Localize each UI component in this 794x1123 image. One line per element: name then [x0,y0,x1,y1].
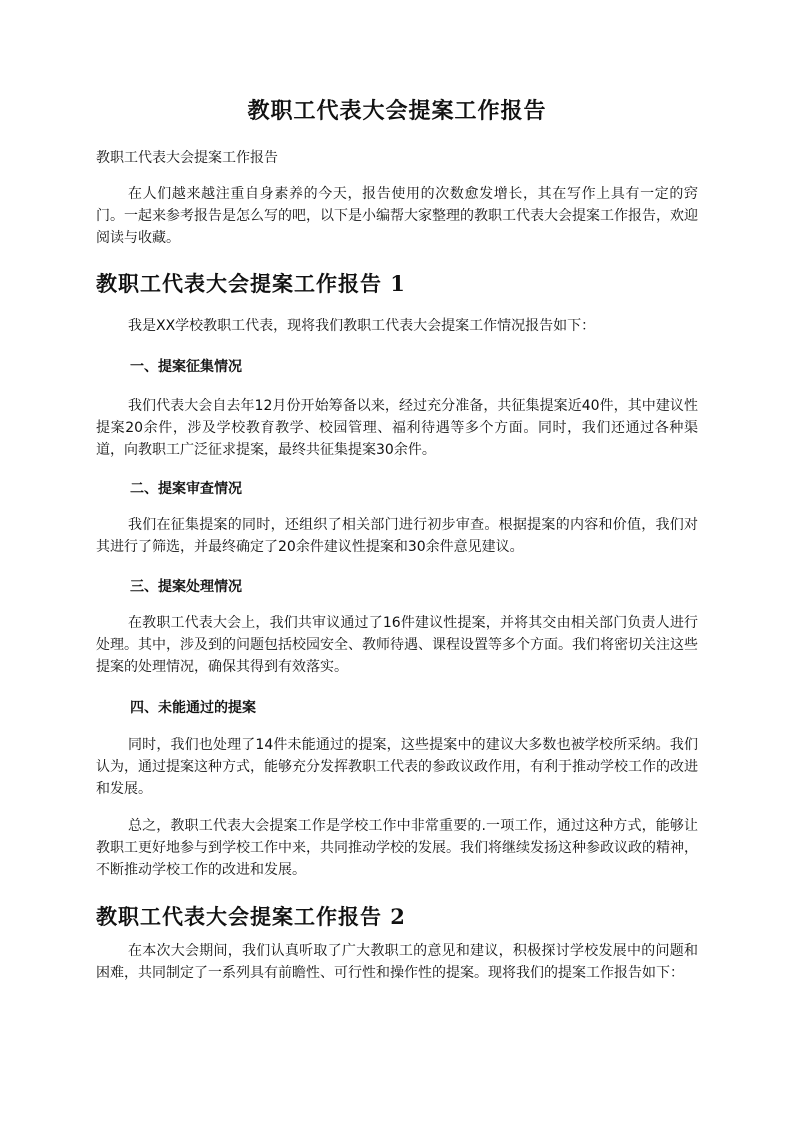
subsection-1-heading: 一、提案征集情况 [130,359,242,375]
document-title: 教职工代表大会提案工作报告 [247,98,547,124]
subsection-3-heading: 三、提案处理情况 [130,579,242,595]
section-1-closing: 总之，教职工代表大会提案工作是学校工作中非常重要的.一项工作，通过这种方式，能够让教职工更好地参与到学校工作中来，共同推动学校的发展。我们将继续发扬这种参政议政的精神，不断推动学校工作的改进和发展。 [96,818,698,878]
section-1-heading: 教职工代表大会提案工作报告 1 [96,271,406,296]
section-2-opening: 在本次大会期间，我们认真听取了广大教职工的意见和建议，积极探讨学校发展中的问题和困难，共同制定了一系列具有前瞻性、可行性和操作性的提案。现将我们的提案工作报告如下： [96,943,698,981]
section-2-heading: 教职工代表大会提案工作报告 2 [96,904,406,929]
subsection-3-body: 在教职工代表大会上，我们共审议通过了16件建议性提案，并将其交由相关部门负责人进行处理。其中，涉及到的问题包括校园安全、教师待遇、课程设置等多个方面。我们将密切关注这些提案的处理情况，确保其得到有效落实。 [96,615,698,675]
intro-paragraph: 在人们越来越注重自身素养的今天，报告使用的次数愈发增长，其在写作上具有一定的窍门。一起来参考报告是怎么写的吧，以下是小编帮大家整理的教职工代表大会提案工作报告，欢迎阅读与收藏。 [96,186,698,246]
subsection-2-heading: 二、提案审查情况 [130,481,242,497]
subsection-4-heading: 四、未能通过的提案 [130,700,256,716]
subsection-1-body: 我们代表大会自去年12月份开始筹备以来，经过充分准备，共征集提案近40件，其中建议性提案20余件，涉及学校教育教学、校园管理、福利待遇等多个方面。同时，我们还通过各种渠道，向教职工广泛征求提案，最终共征集提案30余件。 [96,398,698,458]
subsection-2-body: 我们在征集提案的同时，还组织了相关部门进行初步审查。根据提案的内容和价值，我们对其进行了筛选，并最终确定了20余件建议性提案和30余件意见建议。 [96,517,698,555]
document-subtitle: 教职工代表大会提案工作报告 [96,150,278,166]
section-1-opening: 我是XX学校教职工代表，现将我们教职工代表大会提案工作情况报告如下： [128,318,596,334]
subsection-4-body: 同时，我们也处理了14件未能通过的提案，这些提案中的建议大多数也被学校所采纳。我们认为，通过提案这种方式，能够充分发挥教职工代表的参政议政作用，有利于推动学校工作的改进和发展。 [96,737,698,797]
